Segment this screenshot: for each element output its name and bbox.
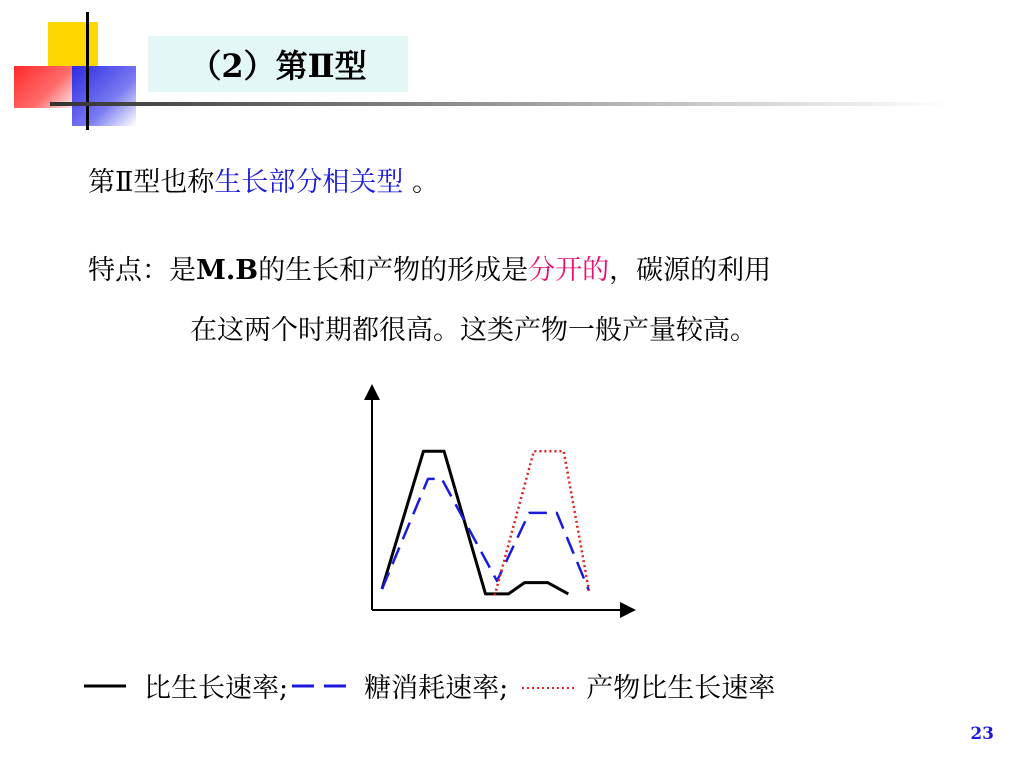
- definition-line: [88, 160, 439, 199]
- series-line-solid: [382, 451, 568, 594]
- series-line-dashed: [382, 479, 589, 591]
- feature-middle: 的生长和产物的形成是: [258, 255, 529, 286]
- feature-suffix: ，碳源的利用: [609, 255, 772, 286]
- definition-suffix: 。: [403, 167, 439, 198]
- legend-dashed-label: 糖消耗速率;: [364, 673, 509, 704]
- legend: [80, 666, 775, 705]
- deco-vertical-line: [86, 12, 89, 130]
- legend-dashed-swatch: [288, 676, 354, 696]
- deco-horizontal-rule: [50, 102, 950, 106]
- legend-solid-swatch: [80, 676, 130, 696]
- feature-prefix: 特点：是: [88, 255, 196, 286]
- legend-solid-label: 比生长速率;: [144, 673, 289, 704]
- definition-prefix: 第Ⅱ型也称: [88, 167, 215, 198]
- feature-bold-term: M.B: [196, 255, 259, 286]
- feature-continuation: 在这两个时期都很高。这类产物一般产量较高。: [190, 315, 757, 346]
- legend-dotted-label: 产物比生长速率: [586, 673, 776, 704]
- series-layer: [382, 451, 589, 595]
- deco-blue-square: [72, 66, 136, 126]
- page-number: 23: [970, 724, 994, 744]
- rate-chart: [350, 380, 640, 620]
- slide-title: （2）第Ⅱ型: [148, 36, 408, 92]
- feature-highlight: 分开的: [528, 255, 610, 286]
- legend-dotted-swatch: [518, 676, 578, 696]
- feature-line: [88, 248, 771, 287]
- definition-highlight: 生长部分相关型: [214, 167, 404, 198]
- series-line-dotted: [495, 451, 589, 595]
